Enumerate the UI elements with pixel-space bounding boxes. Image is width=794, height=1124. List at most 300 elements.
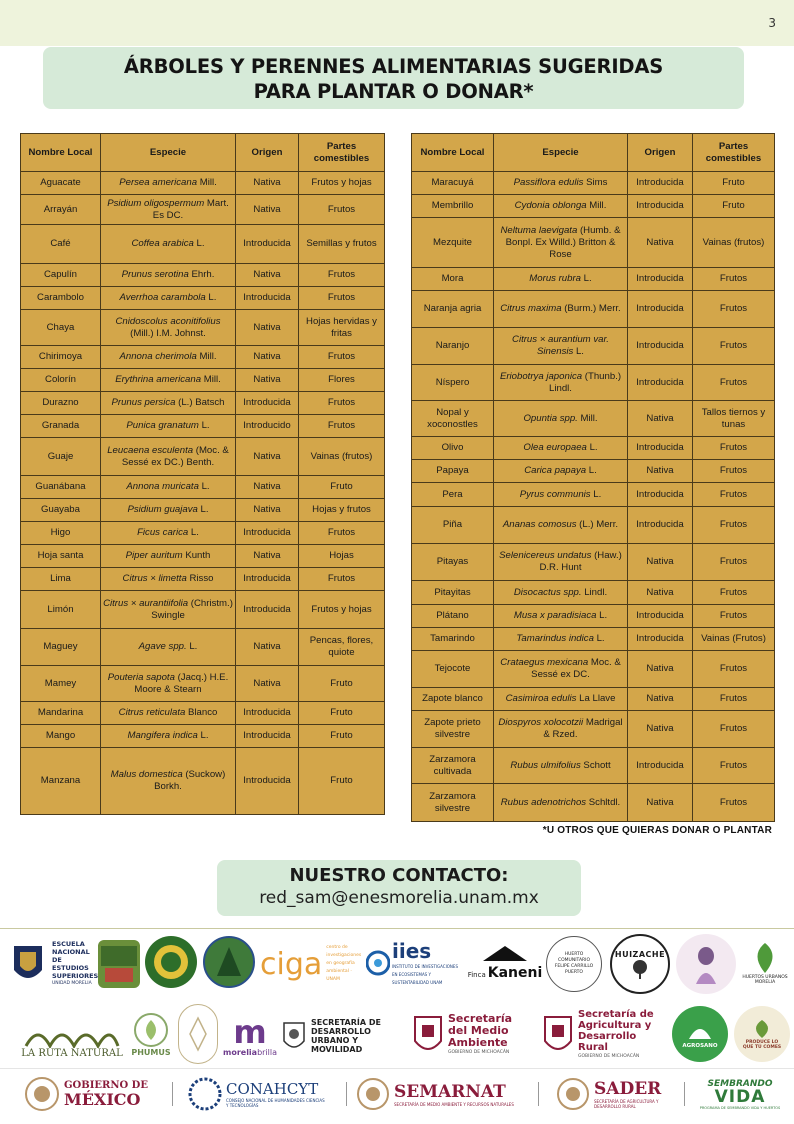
cell-especie xyxy=(101,392,236,415)
vida-text: VIDA xyxy=(714,1086,766,1107)
species-name: Ficus carica xyxy=(137,527,189,538)
partes-text: Fruto xyxy=(330,730,353,741)
origen-text: Introducida xyxy=(243,603,291,615)
huerto-comunitario-logo xyxy=(546,936,602,992)
cell-nombre-local xyxy=(21,476,101,499)
table-row xyxy=(21,568,385,591)
cell-especie xyxy=(494,581,628,605)
semarnat-logo xyxy=(356,1072,528,1116)
cell-especie xyxy=(494,544,628,581)
cell-especie xyxy=(101,438,236,476)
cell-origen xyxy=(628,628,693,651)
species-author: (Thunb.) Lindl. xyxy=(549,370,622,394)
partes-text: Frutos xyxy=(719,488,748,500)
cell-especie xyxy=(494,195,628,218)
cell-especie xyxy=(101,545,236,568)
nombre-local-text: Olivo xyxy=(441,442,464,453)
cell-partes xyxy=(299,545,385,568)
cell-especie xyxy=(494,365,628,401)
nombre-local-text: Mora xyxy=(441,273,464,284)
nombre-local-text: Carambolo xyxy=(37,292,84,303)
cell-origen xyxy=(628,483,693,507)
cell-nombre-local xyxy=(412,195,494,218)
partes-text: Frutos y hojas xyxy=(311,177,372,188)
cell-origen xyxy=(236,702,299,725)
cell-partes xyxy=(299,438,385,476)
species-author: La Llave xyxy=(576,693,616,704)
species-author: (L.) Merr. xyxy=(576,519,619,530)
species-author: L. xyxy=(581,273,592,284)
title-line-2: PARA PLANTAR O DONAR* xyxy=(253,80,534,103)
species-name: Leucaena esculenta xyxy=(107,444,194,456)
cell-nombre-local xyxy=(21,522,101,545)
table-row xyxy=(21,225,385,264)
species-author: (L.) Batsch xyxy=(175,397,225,408)
nombre-local-text: Papaya xyxy=(436,465,469,476)
origen-text: Nativa xyxy=(646,663,674,674)
cell-nombre-local xyxy=(412,651,494,688)
species-author: Schott xyxy=(580,759,611,771)
sma-michoacan-logo xyxy=(412,1008,536,1062)
table-row xyxy=(412,437,775,460)
species-name: Eriobotrya japonica xyxy=(499,370,583,382)
origen-text: Nativa xyxy=(253,203,281,215)
table-row xyxy=(412,605,775,628)
cell-especie xyxy=(101,369,236,392)
origen-text: Introducida xyxy=(243,397,291,408)
cell-partes xyxy=(693,218,775,268)
col-header-origen: Origen xyxy=(628,134,693,172)
species-name: Selenicereus undatus xyxy=(499,550,592,561)
cell-partes xyxy=(693,581,775,605)
cell-especie xyxy=(494,268,628,291)
cell-nombre-local xyxy=(412,483,494,507)
nombre-local-text: Zapote prieto silvestre xyxy=(424,717,481,740)
illustration-logo xyxy=(676,934,736,994)
cell-partes xyxy=(299,392,385,415)
cell-partes xyxy=(693,195,775,218)
phumus-text: PHUMUS xyxy=(131,1047,171,1057)
species-name: Musa x paradisiaca xyxy=(513,610,597,621)
cell-partes xyxy=(693,328,775,365)
species-name: Agave spp. xyxy=(138,641,187,652)
enes-logo xyxy=(52,940,99,988)
species-name: Citrus maxima xyxy=(500,303,562,314)
nombre-local-text: Zapote blanco xyxy=(422,693,483,704)
cell-origen xyxy=(628,544,693,581)
cell-partes xyxy=(693,784,775,822)
cell-especie xyxy=(494,483,628,507)
partes-text: Hojas xyxy=(329,550,354,561)
cell-origen xyxy=(628,291,693,328)
kaneni-logo xyxy=(467,938,543,988)
nombre-local-text: Colorín xyxy=(45,374,76,385)
origen-text: Nativa xyxy=(253,504,281,515)
cell-origen xyxy=(236,499,299,522)
iies-logo-text: iies xyxy=(392,939,432,963)
partes-text: Frutos xyxy=(719,376,748,388)
species-name: Casimiroa edulis xyxy=(505,693,577,704)
cell-especie xyxy=(101,287,236,310)
cell-nombre-local xyxy=(21,264,101,287)
cell-especie xyxy=(494,172,628,195)
table-row xyxy=(412,218,775,268)
huertos-urbanos-logo xyxy=(740,936,790,990)
table-row xyxy=(21,438,385,476)
separator xyxy=(684,1082,685,1106)
table-row xyxy=(21,666,385,702)
nombre-local-text: Capulín xyxy=(43,269,78,280)
cell-origen xyxy=(628,195,693,218)
sma-title: Secretaría del Medio Ambiente xyxy=(448,1012,513,1049)
cell-especie xyxy=(101,346,236,369)
cell-partes xyxy=(299,666,385,702)
species-name: Rubus ulmifolius xyxy=(510,759,581,771)
cell-especie xyxy=(494,748,628,784)
origen-text: Introducida xyxy=(243,707,291,718)
partes-text: Frutos xyxy=(719,610,748,621)
semarnat-sub: SECRETARÍA DE MEDIO AMBIENTE Y RECURSOS NATURALES xyxy=(394,1101,514,1107)
nombre-local-text: Membrillo xyxy=(431,200,474,211)
species-name: Diospyros xolocotzii xyxy=(498,717,584,728)
la-ruta-natural-logo xyxy=(20,1018,124,1062)
cell-origen xyxy=(236,522,299,545)
cell-partes xyxy=(693,628,775,651)
cell-nombre-local xyxy=(21,499,101,522)
col-header-especie: Especie xyxy=(494,134,628,172)
origen-text: Nativa xyxy=(253,481,281,492)
cell-nombre-local xyxy=(412,784,494,822)
origen-text: Introducida xyxy=(243,573,291,584)
nombre-local-text: Chaya xyxy=(46,321,75,333)
cell-partes xyxy=(299,264,385,287)
table-row xyxy=(21,591,385,629)
partes-text: Flores xyxy=(328,374,355,385)
sembrando-vida-logo xyxy=(694,1072,786,1116)
nombre-local-text: Arrayán xyxy=(43,203,78,215)
nombre-local-text: Mango xyxy=(45,730,76,741)
cell-partes xyxy=(693,401,775,437)
cell-partes xyxy=(693,711,775,748)
cell-nombre-local xyxy=(21,568,101,591)
cell-nombre-local xyxy=(21,310,101,346)
table-row xyxy=(21,195,385,225)
cell-nombre-local xyxy=(412,605,494,628)
col-header-partes: Partes comestibles xyxy=(693,134,775,172)
cell-nombre-local xyxy=(412,711,494,748)
partes-text: Frutos xyxy=(327,573,356,584)
cell-origen xyxy=(236,369,299,392)
partes-text: Fruto xyxy=(722,200,745,211)
species-author: Lindl. xyxy=(581,586,608,598)
table-row xyxy=(21,545,385,568)
origen-text: Nativa xyxy=(646,465,674,476)
cell-partes xyxy=(693,291,775,328)
species-name: Rubus adenotrichos xyxy=(500,796,587,808)
species-name: Disocactus spp. xyxy=(513,586,582,598)
enes-logo-text: ESCUELA NACIONAL DE ESTUDIOS SUPERIORES xyxy=(52,940,99,980)
origen-text: Introducida xyxy=(636,442,684,453)
cell-origen xyxy=(236,195,299,225)
partes-text: Vainas (Frutos) xyxy=(701,633,766,644)
origen-text: Introducida xyxy=(636,519,684,530)
origen-text: Introducido xyxy=(243,420,291,431)
cell-nombre-local xyxy=(412,507,494,544)
separator xyxy=(172,1082,173,1106)
cell-especie xyxy=(101,725,236,748)
origen-text: Introducida xyxy=(636,273,684,284)
species-name: Psidium oligospermum xyxy=(107,197,205,209)
cell-origen xyxy=(628,268,693,291)
cell-especie xyxy=(494,218,628,268)
cell-partes xyxy=(693,688,775,711)
divider xyxy=(0,928,794,929)
nombre-local-text: Café xyxy=(50,238,71,249)
species-name: Tamarindus indica xyxy=(516,633,594,644)
species-name: Citrus reticulata xyxy=(118,707,186,718)
cell-especie xyxy=(494,460,628,483)
species-author: Blanco xyxy=(185,707,218,718)
cell-partes xyxy=(693,483,775,507)
nombre-local-text: Pera xyxy=(442,488,463,500)
morelia-brilla-logo: m moreliabrilla xyxy=(222,1012,278,1057)
partes-text: Frutos xyxy=(327,203,356,215)
sembrando-text: SEMBRANDO xyxy=(707,1078,773,1089)
cell-origen xyxy=(628,460,693,483)
table-row xyxy=(21,476,385,499)
origen-text: Introducida xyxy=(243,238,291,249)
partes-text: Tallos tiernos y tunas xyxy=(701,406,766,430)
cell-especie xyxy=(101,702,236,725)
species-name: Olea europaea xyxy=(523,442,587,453)
cell-origen xyxy=(628,651,693,688)
species-author: Mill. xyxy=(201,374,221,385)
species-author: Risso xyxy=(186,573,214,584)
cell-partes xyxy=(693,507,775,544)
species-author: (Mill.) I.M. Johnst. xyxy=(130,327,206,339)
footnote: *U OTROS QUE QUIERAS DONAR O PLANTAR xyxy=(542,825,772,836)
species-name: Crataegus mexicana xyxy=(500,657,589,668)
species-name: Mangifera indica xyxy=(127,730,198,741)
table-row xyxy=(21,369,385,392)
nombre-local-text: Níspero xyxy=(435,376,470,388)
species-name: Piper auritum xyxy=(125,550,183,561)
partes-text: Vainas (frutos) xyxy=(310,450,373,462)
species-author: L. xyxy=(197,504,209,515)
seal-logo xyxy=(178,1004,218,1064)
table-row xyxy=(412,483,775,507)
kaneni-logo-text: Kaneni xyxy=(487,965,543,981)
ciga-logo xyxy=(260,940,360,988)
conahcyt-sub: CONSEJO NACIONAL DE HUMANIDADES CIENCIAS Y TECNOLOGÍAS xyxy=(226,1098,325,1108)
cell-partes xyxy=(299,195,385,225)
species-name: Pouteria sapota xyxy=(107,671,175,683)
nombre-local-text: Zarzamora silvestre xyxy=(429,790,476,814)
cell-nombre-local xyxy=(412,544,494,581)
partes-text: Frutos xyxy=(327,269,356,280)
species-author: L. xyxy=(198,420,210,431)
nombre-local-text: Naranjo xyxy=(435,340,470,351)
cell-nombre-local xyxy=(21,287,101,310)
cell-especie xyxy=(494,605,628,628)
photo-logo xyxy=(98,940,140,988)
table-row xyxy=(412,507,775,544)
origen-text: Nativa xyxy=(253,351,281,362)
table-row xyxy=(412,581,775,605)
agrosano-logo xyxy=(672,1006,728,1062)
cell-origen xyxy=(628,711,693,748)
species-table-left xyxy=(20,133,385,815)
species-author: Sims xyxy=(583,177,608,188)
cell-nombre-local xyxy=(412,688,494,711)
forest-logo xyxy=(203,936,255,988)
table-row xyxy=(412,628,775,651)
species-author: L. xyxy=(186,641,198,652)
cell-partes xyxy=(693,365,775,401)
species-author: Ehrh. xyxy=(188,269,215,280)
species-author: (Humb. & Bonpl. Ex Willd.) Britton & Rose xyxy=(505,224,621,260)
contact-email[interactable]: red_sam@enesmorelia.unam.mx xyxy=(259,888,539,908)
species-name: Prunus serotina xyxy=(121,269,189,280)
species-name: Neltuma laevigata xyxy=(500,224,578,236)
agrosano-text: AGROSANO xyxy=(682,1043,718,1049)
cell-nombre-local xyxy=(412,218,494,268)
partes-text: Frutos xyxy=(327,527,356,538)
sedum-logo xyxy=(280,1014,404,1058)
table-row xyxy=(21,702,385,725)
species-name: Passiflora edulis xyxy=(513,177,584,188)
nombre-local-text: Aguacate xyxy=(40,177,81,188)
partes-text: Frutos xyxy=(719,796,748,808)
table-row xyxy=(412,688,775,711)
origen-text: Nativa xyxy=(646,586,674,598)
cell-origen xyxy=(628,688,693,711)
nombre-local-text: Durazno xyxy=(42,397,79,408)
partes-text: Hojas y frutos xyxy=(312,504,371,515)
cell-origen xyxy=(628,437,693,460)
nombre-local-text: Maguey xyxy=(43,641,78,652)
cell-nombre-local xyxy=(412,460,494,483)
morelia-suffix: brilla xyxy=(257,1047,278,1057)
cell-nombre-local xyxy=(21,702,101,725)
cell-partes xyxy=(299,225,385,264)
title-line-1: ÁRBOLES Y PERENNES ALIMENTARIAS SUGERIDAS xyxy=(123,55,664,78)
sader-text: SADER xyxy=(594,1079,662,1099)
origen-text: Nativa xyxy=(253,177,281,188)
species-author: L. xyxy=(198,481,210,492)
cell-origen xyxy=(236,748,299,815)
page-number: 3 xyxy=(768,16,776,30)
partes-text: Frutos xyxy=(719,442,748,453)
species-table-right xyxy=(411,133,775,822)
species-name: Annona cherimola xyxy=(119,351,197,362)
circle-green-logo xyxy=(145,936,197,988)
cell-nombre-local xyxy=(412,437,494,460)
cell-nombre-local xyxy=(412,268,494,291)
col-header-nombre: Nombre Local xyxy=(412,134,494,172)
cell-nombre-local xyxy=(412,291,494,328)
enes-logo-sub: UNIDAD MORELIA xyxy=(52,981,92,986)
cell-partes xyxy=(299,346,385,369)
contact-box xyxy=(217,860,581,916)
species-author: Schltdl. xyxy=(586,796,621,808)
cell-origen xyxy=(236,310,299,346)
nombre-local-text: Zarzamora cultivada xyxy=(429,753,476,777)
morelia-text: morelia xyxy=(222,1047,258,1057)
table-row xyxy=(412,365,775,401)
origen-text: Nativa xyxy=(253,450,281,462)
cell-especie xyxy=(101,310,236,346)
unam-logo xyxy=(8,940,48,988)
cell-especie xyxy=(101,415,236,438)
cell-partes xyxy=(299,172,385,195)
nombre-local-text: Chirimoya xyxy=(38,351,83,362)
huertos-urbanos-text: HUERTOS URBANOS MORELIA xyxy=(742,975,788,985)
cell-especie xyxy=(101,264,236,287)
separator xyxy=(538,1082,539,1106)
table-row xyxy=(21,725,385,748)
cell-origen xyxy=(628,172,693,195)
cell-origen xyxy=(236,172,299,195)
cell-partes xyxy=(299,702,385,725)
cell-origen xyxy=(236,415,299,438)
species-author: (Moc. & Sessé ex DC.) Benth. xyxy=(121,444,229,468)
table-row xyxy=(21,499,385,522)
cell-origen xyxy=(236,629,299,666)
nombre-local-text: Pitayas xyxy=(436,556,469,567)
contact-heading: NUESTRO CONTACTO: xyxy=(289,865,509,886)
cell-especie xyxy=(494,401,628,437)
species-name: Prunus persica xyxy=(111,397,176,408)
cell-origen xyxy=(236,392,299,415)
species-author: Kunth xyxy=(182,550,211,561)
species-author: Moc. & Sessé ex DC. xyxy=(531,657,621,680)
partes-text: Pencas, flores, quiote xyxy=(309,635,374,658)
nombre-local-text: Manzana xyxy=(40,775,81,786)
cell-origen xyxy=(236,545,299,568)
nombre-local-text: Nopal y xoconostles xyxy=(427,406,478,430)
origen-text: Nativa xyxy=(646,723,674,734)
nombre-local-text: Guaje xyxy=(47,450,74,462)
table-row xyxy=(21,748,385,815)
table-row xyxy=(21,392,385,415)
cell-partes xyxy=(693,437,775,460)
table-row xyxy=(412,651,775,688)
species-name: Cydonia oblonga xyxy=(514,200,587,211)
species-author: (Jacq.) H.E. Moore & Stearn xyxy=(134,671,229,695)
origen-text: Introducida xyxy=(636,340,684,351)
origen-text: Nativa xyxy=(646,236,674,248)
sembrando-sub: PROGRAMA DE SEMBRANDO VIDA Y HUERTOS xyxy=(699,1105,781,1110)
species-author: Mill. xyxy=(197,177,217,188)
conahcyt-logo xyxy=(188,1072,340,1116)
partes-text: Frutos xyxy=(719,340,748,351)
partes-text: Frutos xyxy=(719,759,748,771)
origen-text: Nativa xyxy=(253,321,281,333)
species-author: Madrigal & Rzed. xyxy=(543,717,623,740)
species-name: Malus domestica xyxy=(110,769,183,780)
cell-nombre-local xyxy=(412,748,494,784)
species-name: Opuntia spp. xyxy=(523,412,578,424)
cell-origen xyxy=(628,218,693,268)
ciga-logo-sub: centro de investigaciones en geografía ambiental · UNAM xyxy=(326,945,362,982)
cell-nombre-local xyxy=(21,591,101,629)
cell-especie xyxy=(101,666,236,702)
nombre-local-text: Tejocote xyxy=(434,663,471,674)
table-row xyxy=(412,784,775,822)
table-row xyxy=(21,415,385,438)
cell-partes xyxy=(693,544,775,581)
